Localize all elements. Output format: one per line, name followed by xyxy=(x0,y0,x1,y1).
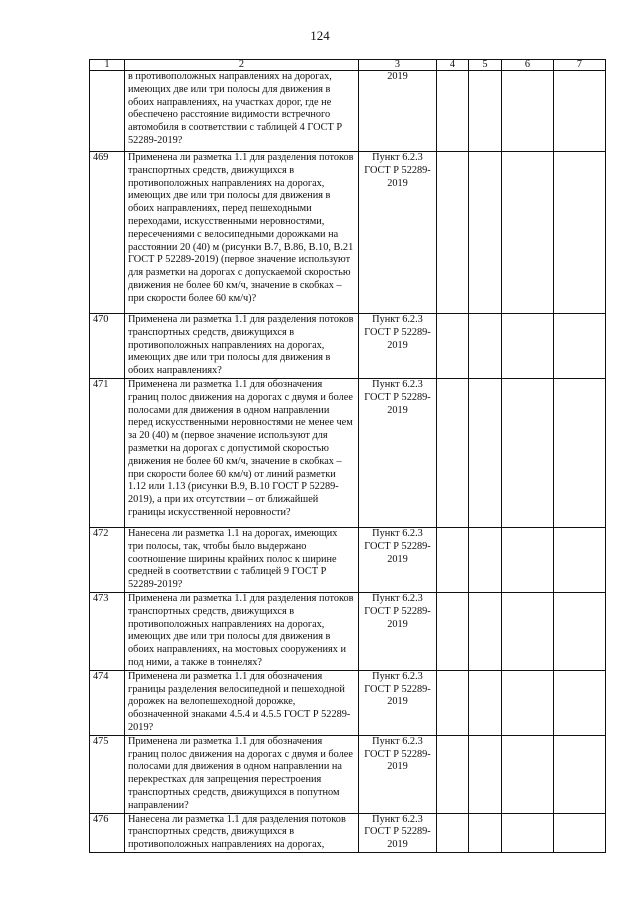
answer-cell xyxy=(554,592,606,670)
question-text: Нанесена ли разметка 1.1 на дорогах, имеющих три полосы, так, чтобы было выдержано соотношение ширины крайних полос к ширине средней в соответствии с таблицей 9 ГОСТ Р 52289-2019? xyxy=(125,527,359,592)
table-row xyxy=(90,813,606,852)
answer-cell xyxy=(469,670,502,735)
question-text: Применена ли разметка 1.1 для обозначения границ полос движения на дорогах с двумя и более полосами для движения в одном направлении на перекрестках для запрещения перестроения транспортных средств, движущихся в попутном направлении? xyxy=(125,735,359,813)
question-text: Применена ли разметка 1.1 для обозначения границ полос движения на дорогах с двумя и более полосами для движения в одном направлении перед искусственными неровностями не менее чем за 20 (40) м (первое значение используют для разметки на дорогах с допустимой скоростью движения не более 60 км/ч, значение в скобках – при скорости более 60 км/ч) от линий разметки 1.12 или 1.13 (рисунки В.9, В.10 ГОСТ Р 52289-2019), а при их отсутствии – от ближайшей границы искусственной неровности? xyxy=(125,378,359,527)
column-header: 4 xyxy=(437,60,469,71)
table-row xyxy=(90,527,606,592)
question-text: Применена ли разметка 1.1 для разделения потоков транспортных средств, движущихся в противоположных направлениях на дорогах, имеющих две или три полосы для движения в обоих направлениях? xyxy=(125,314,359,379)
answer-cell xyxy=(502,813,554,852)
answer-cell xyxy=(437,735,469,813)
standard-reference: Пункт 6.2.3 ГОСТ Р 52289-2019 xyxy=(359,527,437,592)
table-row xyxy=(90,735,606,813)
answer-cell xyxy=(437,592,469,670)
row-number: 469 xyxy=(90,152,125,314)
standard-reference: Пункт 6.2.3 ГОСТ Р 52289-2019 xyxy=(359,670,437,735)
answer-cell xyxy=(469,152,502,314)
answer-cell xyxy=(437,314,469,379)
answer-cell xyxy=(437,152,469,314)
table-row xyxy=(90,378,606,527)
standard-reference: Пункт 6.2.3 ГОСТ Р 52289-2019 xyxy=(359,735,437,813)
page-number: 124 xyxy=(310,28,330,43)
row-number: 471 xyxy=(90,378,125,527)
answer-cell xyxy=(469,735,502,813)
column-header: 7 xyxy=(554,60,606,71)
answer-cell xyxy=(502,735,554,813)
table-row xyxy=(90,670,606,735)
column-header: 2 xyxy=(125,60,359,71)
answer-cell xyxy=(469,592,502,670)
standard-reference: Пункт 6.2.3 ГОСТ Р 52289-2019 xyxy=(359,592,437,670)
answer-cell xyxy=(554,735,606,813)
row-number: 476 xyxy=(90,813,125,852)
question-text: Применена ли разметка 1.1 для разделения потоков транспортных средств, движущихся в противоположных направлениях на дорогах, имеющих две или три полосы для движения в обоих направлениях, на мостовых сооружениях и под ними, а также в тоннелях? xyxy=(125,592,359,670)
standard-reference: Пункт 6.2.3 ГОСТ Р 52289-2019 xyxy=(359,152,437,314)
column-header: 1 xyxy=(90,60,125,71)
row-number: 472 xyxy=(90,527,125,592)
answer-cell xyxy=(437,378,469,527)
answer-cell xyxy=(469,527,502,592)
column-header: 6 xyxy=(502,60,554,71)
answer-cell xyxy=(437,71,469,152)
table-row xyxy=(90,314,606,379)
answer-cell xyxy=(502,378,554,527)
answer-cell xyxy=(469,71,502,152)
answer-cell xyxy=(554,527,606,592)
answer-cell xyxy=(437,813,469,852)
standard-reference: Пункт 6.2.3 ГОСТ Р 52289-2019 xyxy=(359,813,437,852)
row-number: 474 xyxy=(90,670,125,735)
table-row xyxy=(90,152,606,314)
answer-cell xyxy=(502,592,554,670)
answer-cell xyxy=(469,314,502,379)
answer-cell xyxy=(502,71,554,152)
standard-reference: Пункт 6.2.3 ГОСТ Р 52289-2019 xyxy=(359,378,437,527)
answer-cell xyxy=(502,152,554,314)
row-number: 470 xyxy=(90,314,125,379)
answer-cell xyxy=(469,813,502,852)
answer-cell xyxy=(502,527,554,592)
standard-reference: 2019 xyxy=(359,71,437,152)
question-text: Применена ли разметка 1.1 для обозначения границы разделения велосипедной и пешеходной дорожек на велопешеходной дорожке, обозначенной знаками 4.5.4 и 4.5.5 ГОСТ Р 52289-2019? xyxy=(125,670,359,735)
column-header: 3 xyxy=(359,60,437,71)
answer-cell xyxy=(554,314,606,379)
answer-cell xyxy=(437,670,469,735)
row-number xyxy=(90,71,125,152)
question-text: Нанесена ли разметка 1.1 для разделения потоков транспортных средств, движущихся в противоположных направлениях на дорогах, xyxy=(125,813,359,852)
answer-cell xyxy=(554,71,606,152)
checklist-table xyxy=(89,59,606,853)
question-text: Применена ли разметка 1.1 для разделения потоков транспортных средств, движущихся в противоположных направлениях на дорогах, имеющих две или три полосы для движения в обоих направлениях, перед пешеходными переходами, искусственными неровностями, пересечениями с велосипедными дорожками на расстоянии 20 (40) м (рисунки В.7, В.86, В.10, В.21 ГОСТ Р 52289-2019) (первое значение используют для разметки на дорогах с допускаемой скоростью движения не более 60 км/ч, значение в скобках – при скорости более 60 км/ч)? xyxy=(125,152,359,314)
table-row xyxy=(90,592,606,670)
header-row xyxy=(90,60,606,71)
table-row xyxy=(90,71,606,152)
question-text: в противоположных направлениях на дорогах, имеющих две или три полосы для движения в обоих направлениях, на участках дорог, где не обеспечено расстояние видимости встречного автомобиля в соответствии с таблицей 4 ГОСТ Р 52289-2019? xyxy=(125,71,359,152)
answer-cell xyxy=(502,314,554,379)
standard-reference: Пункт 6.2.3 ГОСТ Р 52289-2019 xyxy=(359,314,437,379)
answer-cell xyxy=(502,670,554,735)
answer-cell xyxy=(437,527,469,592)
answer-cell xyxy=(554,378,606,527)
column-header: 5 xyxy=(469,60,502,71)
answer-cell xyxy=(554,670,606,735)
row-number: 475 xyxy=(90,735,125,813)
answer-cell xyxy=(554,152,606,314)
answer-cell xyxy=(554,813,606,852)
row-number: 473 xyxy=(90,592,125,670)
answer-cell xyxy=(469,378,502,527)
